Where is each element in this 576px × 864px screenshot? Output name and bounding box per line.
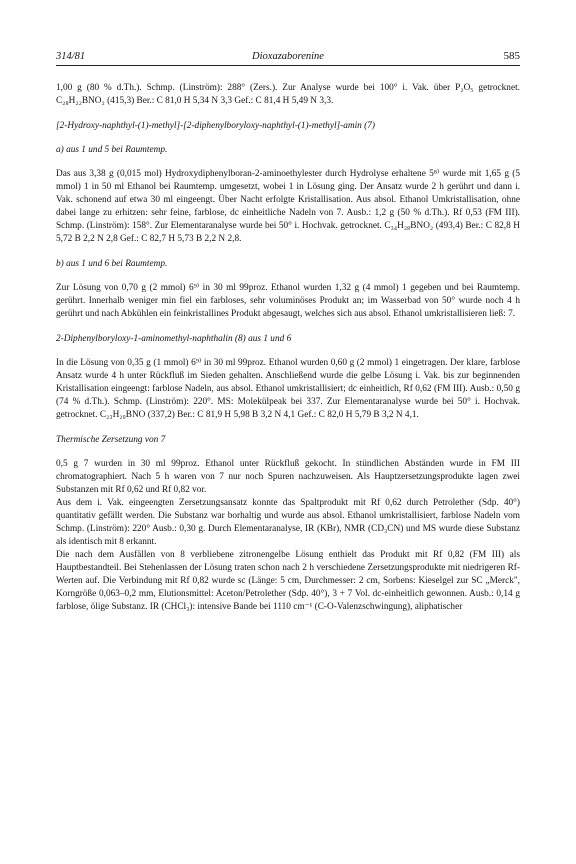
- journal-reference: 314/81: [56, 51, 86, 62]
- thermal-decomposition-block: [56, 458, 520, 614]
- method-b-block: [56, 282, 520, 321]
- method-b-heading: b) aus 1 und 6 bei Raumtemp.: [56, 259, 168, 269]
- running-header: [56, 50, 520, 66]
- body-paragraph: Zur Lösung von 0,70 g (2 mmol) 6⁹⁾ in 30 ml 99proz. Ethanol wurden 1,32 g (4 mmol) 1 gegeben und bei Raumtemp. gerührt. Innerhalb weniger min fiel ein farbloses, sehr voluminöses Produkt an; im Wasserbad von 50° wurde noch 4 h gerührt und nach Abkühlen ein feinkristallines Produkt abgesaugt, welches sich aus absol. Ethanol umkristallisieren ließ: 7.: [56, 283, 520, 319]
- page-number: 585: [503, 50, 520, 62]
- running-title: Dioxazaborenine: [252, 51, 324, 62]
- continuation-block: [56, 82, 520, 108]
- method-a-heading: a) aus 1 und 5 bei Raumtemp.: [56, 145, 168, 155]
- body-paragraph: In die Lösung von 0,35 g (1 mmol) 6⁹⁾ in 30 ml 99proz. Ethanol wurden 0,60 g (2 mmol) 1 eingetragen. Der klare, farblose Ansatz wurde 4 h unter Rückfluß im Sieden gehalten. Anschließend wurde die gelbe Lösung i. Vak. bis zur beginnenden Kristallisation eingeengt: farblose Nadeln, aus absol. Ethanol umkristallisiert; dc einheitlich, Rf 0,62 (FM III). Ausb.: 0,50 g (74 % d.Th.). Schmp. (Linström): 220°. MS: Molekülpeak bei 337. Zur Elementaranalyse wurde bei 50° i. Hochvak. getrocknet. C₂₃H₂₀BNO (337,2) Ber.: C 81,9 H 5,98 B 3,2 N 4,1 Gef.: C 82,0 H 5,79 B 3,2 N 4,1.: [56, 358, 520, 420]
- body-paragraph: Das aus 3,38 g (0,015 mol) Hydroxydiphenylboran-2-aminoethylester durch Hydrolyse erhaltene 5⁸⁾ wurde mit 1,65 g (5 mmol) 1 in 50 ml Ethanol bei Raumtemp. umgesetzt, wobei 1 in Lösung ging. Der Ansatz wurde 2 h gerührt und dann i. Vak. schonend auf etwa 30 ml eingeengt. Über Nacht erfolgte Kristallisation. Aus absol. Ethanol Umkristallisation, ohne dabei lange zu erhitzen: sehr feine, farblose, dc einheitliche Nadeln von 7. Ausb.: 1,2 g (50 % d.Th.). Rf 0,53 (FM III). Schmp. (Linström): 158°. Zur Elementaranalyse wurde bei 50° i. Hochvak. getrocknet. C₃₄H₂₈BNO₂ (493,4) Ber.: C 82,8 H 5,72 B 2,2 N 2,8 Gef.: C 82,7 H 5,73 B 2,2 N 2,8.: [56, 169, 520, 244]
- method-a-block: [56, 168, 520, 246]
- body-paragraph: Die nach dem Ausfällen von 8 verbliebene zitronengelbe Lösung enthielt das Produkt mit Rf 0,82 (FM III) als Hauptbestandteil. Bei Stehenlassen der Lösung traten schon nach 2 h verschiedene Zersetzungsprodukte mit niedrigeren Rf-Werten auf. Die Verbindung mit Rf 0,82 wurde sc (Länge: 5 cm, Durchmesser: 2 cm, Sorbens: Kieselgel zur SC „Merck", Korngröße 0,063–0,2 mm, Elutionsmittel: Aceton/Petrolether (Sdp. 40°), 3 + 7 Vol. dc-einheitlich gewonnen. Ausb.: 0,14 g farblose, ölige Substanz. IR (CHCl₃): intensive Bande bei 1110 cm⁻¹ (C-O-Valenzschwingung), aliphatischer: [56, 550, 520, 612]
- body-paragraph: Aus dem i. Vak. eingeengten Zersetzungsansatz konnte das Spaltprodukt mit Rf 0,62 durch Petrolether (Sdp. 40°) quantitativ gefällt werden. Die Substanz war borhaltig und wurde aus absol. Ethanol umkristallisiert, farblose Nadeln vom Schmp. (Linström): 220° Ausb.: 0,30 g. Durch Elementaranalyse, IR (KBr), NMR (CD₃CN) und MS wurde diese Substanz als identisch mit 8 erkannt.: [56, 498, 520, 547]
- thermal-decomposition-heading: Thermische Zersetzung von 7: [56, 435, 166, 445]
- body-paragraph: 1,00 g (80 % d.Th.). Schmp. (Linström): 288° (Zers.). Zur Analyse wurde bei 100° i. Vak. über P₂O₅ getrocknet. C₂₈H₂₂BNO₂ (415,3) Ber.: C 81,0 H 5,34 N 3,3 Gef.: C 81,4 H 5,49 N 3,3.: [56, 83, 520, 106]
- body-paragraph: 0,5 g 7 wurden in 30 ml 99proz. Ethanol unter Rückfluß gekocht. In stündlichen Abständen wurde in FM III chromatographiert. Nach 5 h waren von 7 nur noch Spuren nachzuweisen. Als Hauptzersetzungsprodukte lagen zwei Substanzen mit Rf 0,62 und Rf 0,82 vor.: [56, 459, 520, 495]
- compound-8-block: [56, 357, 520, 422]
- compound-8-heading: 2-Diphenylboryloxy-1-aminomethyl-naphthalin (8) aus 1 und 6: [56, 334, 292, 344]
- compound-7-heading: [2-Hydroxy-naphthyl-(1)-methyl]-[2-diphenylboryloxy-naphthyl-(1)-methyl]-amin (7): [56, 121, 375, 131]
